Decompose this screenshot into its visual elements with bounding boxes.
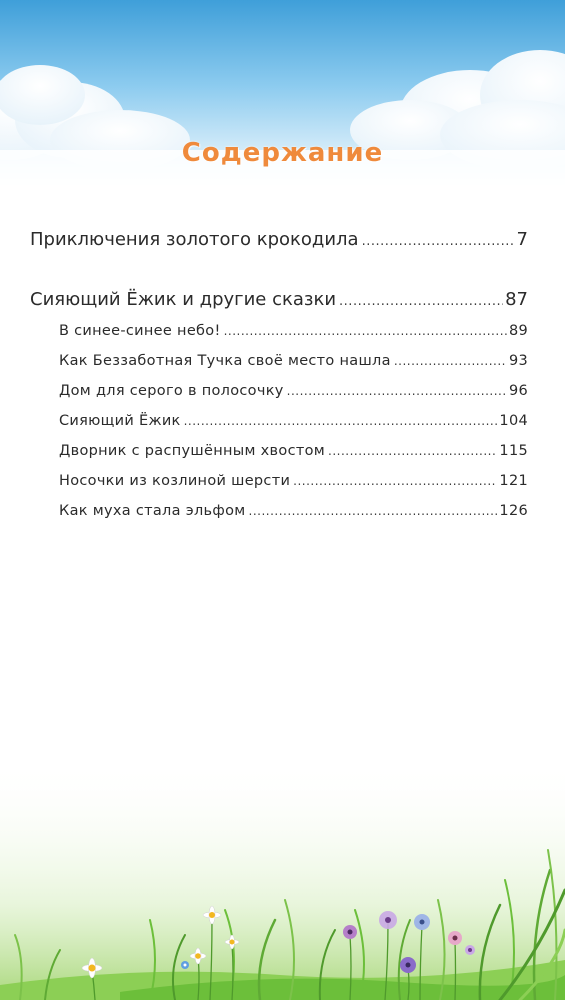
dot-leader [249, 496, 498, 526]
toc-entry-page: 96 [508, 383, 528, 399]
toc-entry-title: Как муха стала эльфом [59, 503, 246, 519]
toc-entry-page: 121 [499, 473, 528, 489]
toc-entry-main [30, 284, 528, 316]
toc-entry-sub [59, 346, 528, 376]
table-of-contents [30, 224, 528, 526]
meadow-illustration [0, 760, 565, 1000]
toc-entry-title: Дворник с распушённым хвостом [59, 443, 325, 459]
dot-leader [339, 286, 503, 318]
dot-leader [362, 226, 515, 258]
toc-entry-page: 104 [499, 413, 528, 429]
toc-entry-title: Носочки из козлиной шерсти [59, 473, 291, 489]
page-title: Содержание [181, 138, 384, 168]
toc-entry-sub [59, 496, 528, 526]
toc-entry-sub [59, 436, 528, 466]
toc-entry-title: Сияющий Ёжик и другие сказки [30, 289, 337, 310]
toc-entry-page: 115 [499, 443, 528, 459]
dot-leader [184, 406, 498, 436]
toc-entry-sub [59, 316, 528, 346]
dot-leader [328, 436, 497, 466]
toc-sub-list [30, 316, 528, 526]
dot-leader [293, 466, 497, 496]
toc-entry-sub [59, 466, 528, 496]
dot-leader [224, 316, 507, 346]
toc-entry-page: 89 [508, 323, 528, 339]
toc-entry-title: Дом для серого в полосочку [59, 383, 284, 399]
toc-entry-title: В синее-синее небо! [59, 323, 221, 339]
toc-entry-sub [59, 406, 528, 436]
toc-entry-page: 87 [505, 289, 528, 310]
toc-entry-main [30, 224, 528, 256]
toc-entry-page: 7 [516, 229, 528, 250]
toc-entry-title: Приключения золотого крокодила [30, 229, 359, 250]
toc-entry-sub [59, 376, 528, 406]
toc-entry-page: 126 [499, 503, 528, 519]
toc-entry-title: Сияющий Ёжик [59, 413, 181, 429]
toc-entry-page: 93 [508, 353, 528, 369]
toc-entry-title: Как Беззаботная Тучка своё место нашла [59, 353, 391, 369]
dot-leader [287, 376, 507, 406]
dot-leader [394, 346, 507, 376]
